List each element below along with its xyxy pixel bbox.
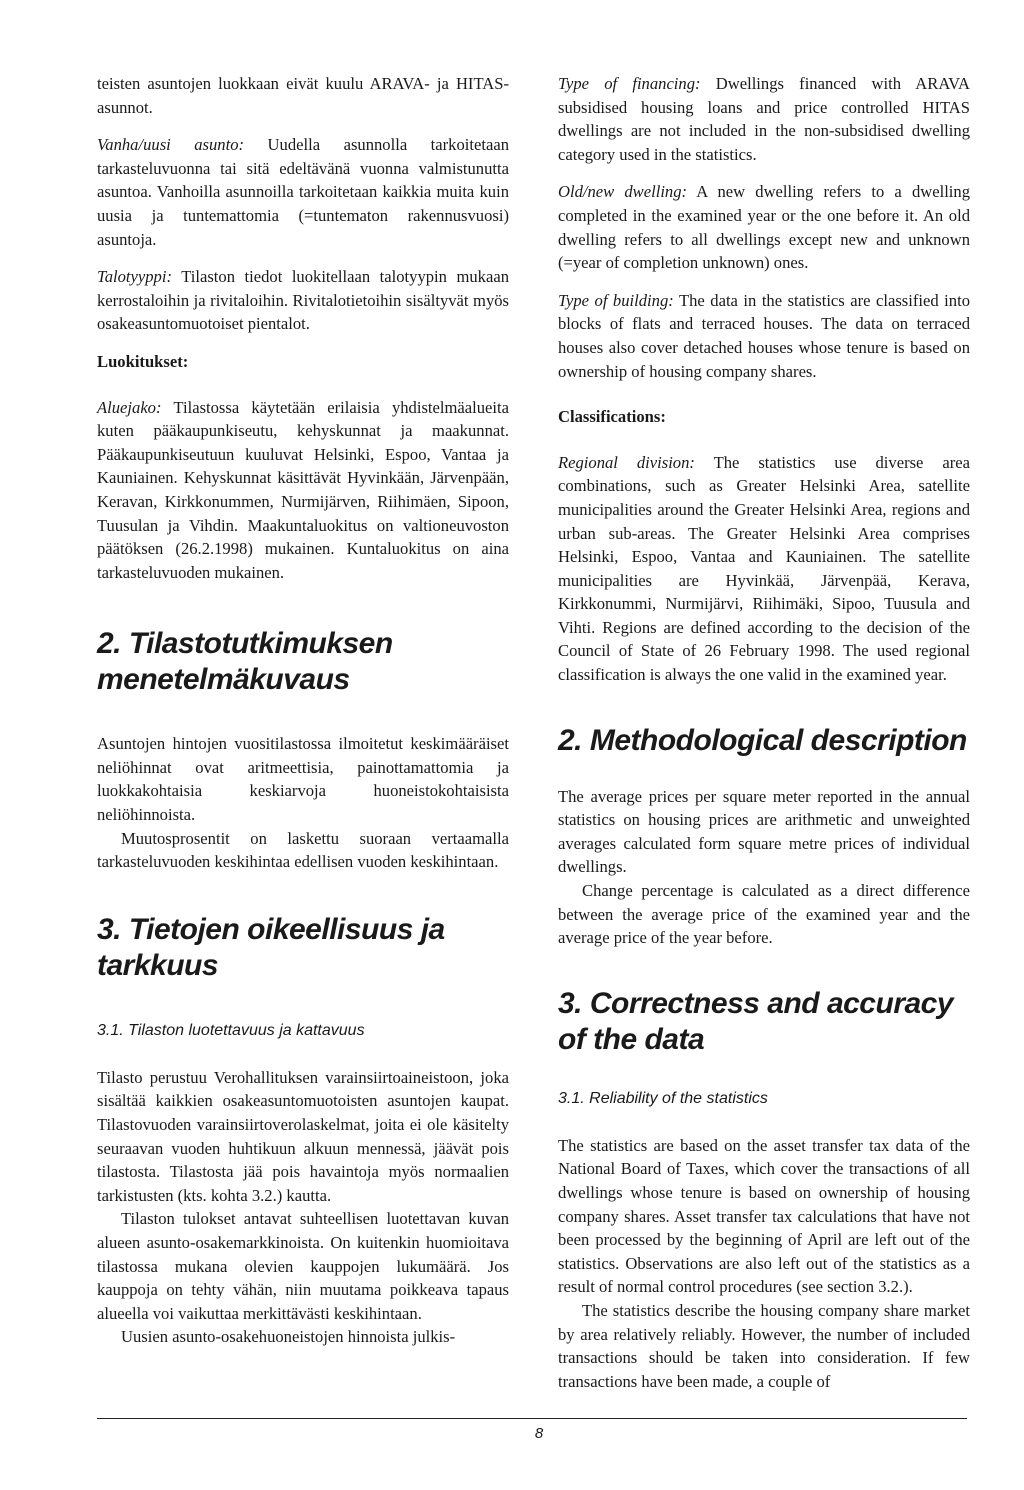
section-3-heading-fi: 3. Tietojen oikeellisuus ja tarkkuus (97, 912, 445, 982)
intro-paragraph: teisten asuntojen luokkaan eivät kuulu ARAVA- ja HITAS-asunnot. (97, 74, 509, 117)
financing-text: Dwellings financed with ARAVA subsidised housing loans and price controlled HITAS dwellings are not included in the non-subsidised dwelling category used in the statistics. (558, 74, 970, 164)
footer-rule (97, 1418, 967, 1419)
oldnew-text: A new dwelling refers to a dwelling completed in the examined year or the one before it. An old dwelling refers to all dwellings except new and unknown (=year of completion unknown) ones. (558, 182, 971, 273)
building-text: The data in the statistics are classified into blocks of flats and terraced houses. The data on terraced houses also cover detached houses whose tenure is based on ownership of housing company shares. (558, 290, 970, 381)
building-term: Type of building: (558, 290, 674, 310)
aluejako-text: Tilastossa käytetään erilaisia yhdistelmäalueita kuten pääkaupunkiseutu, kehyskunnat ja maakunnat. Pääkaupunkiseutuun kuuluvat Helsinki, Espoo, Vantaa ja Kauniainen. Kehyskunnat käsittävät Hyvinkään, Järvenpään, Keravan, Kirkkonummen, Nurmijärven, Riihimäen, Sipoon, Tuusulan ja Vihdin. Maakuntaluokitus on valtioneuvoston päätöksen (26.2.1998) mukainen. Kuntaluokitus on aina tarkasteluvuoden mukainen. (97, 397, 509, 582)
finnish-column (97, 72, 509, 1349)
oldnew-term: Old/new dwelling: (558, 182, 688, 202)
reliability-paragraph-2-en: The statistics describe the housing company share market by area relatively reliably. However, the number of included transactions should be taken into consideration. If few transactions have been made, a couple of (558, 1300, 970, 1391)
vanha-uusi-text: Uudella asunnolla tarkoitetaan tarkasteluvuonna tai sitä edeltävänä vuonna valmistunutta asuntoa. Vanhoilla asunnoilla tarkoitetaan kaikkia muita kuin uusia ja tuntemattomia (=tuntematon rakennusvuosi) asuntoja. (97, 135, 510, 249)
regional-text: The statistics use diverse area combinations, such as Greater Helsinki Area, satellite municipalities around the Greater Helsinki Area, regions and urban sub-areas. The Greater Helsinki Area comprises Helsinki, Espoo, Vantaa and Kauniainen. The satellite municipalities are Hyvinkää, Järvenpää, Kerava, Kirkkonummi, Nurmijärvi, Riihimäki, Sipoo, Tuusula and Vihti. Regions are defined according to the decision of the Council of State of 26 February 1998. The used regional classification is always the one valid in the examined year. (558, 452, 970, 685)
luokitukset-heading: Luokitukset: (97, 351, 189, 371)
financing-definition (558, 72, 970, 166)
aluejako-term: Aluejako: (97, 397, 162, 417)
reliability-paragraph-1-en: The statistics are based on the asset transfer tax data of the National Board of Taxes, which cover the transactions of all dwellings whose tenure is based on ownership of housing company shares. Asset transfer tax calculations that have not been processed by the beginning of April are left out of the statistics. Observations are also left out of the statistics as a result of normal control procedures (see section 3.2.). (558, 1135, 970, 1297)
regional-term: Regional division: (558, 452, 695, 472)
building-definition (558, 289, 970, 383)
vanha-uusi-term: Vanha/uusi asunto: (97, 135, 245, 155)
method-paragraph-2-fi: Muutosprosentit on laskettu suoraan vertaamalla tarkasteluvuoden keskihintaa edellisen vuoden keskihintaan. (97, 828, 509, 872)
regional-definition (558, 451, 970, 687)
english-column (558, 72, 970, 1393)
section-3-1-heading-en: 3.1. Reliability of the statistics (558, 1089, 768, 1107)
method-paragraph-2-en: Change percentage is calculated as a direct difference between the average price of the examined year and the average price of the year before. (558, 881, 970, 948)
section-2-heading-fi: 2. Tilastotutkimuksen menetelmäkuvaus (97, 627, 393, 697)
classifications-heading: Classifications: (558, 407, 666, 427)
section-2-heading-en: 2. Methodological description (558, 723, 967, 757)
talotyyppi-text: Tilaston tiedot luokitellaan talotyypin mukaan kerrostaloihin ja rivitaloihin. Rivitalotietoihin sisältyvät myös osakeasuntomuotoiset pientalot. (97, 267, 509, 334)
method-paragraph-1-fi: Asuntojen hintojen vuositilastossa ilmoitetut keskimääräiset neliöhinnat ovat aritmeettisia, painottamattomia ja luokkakohtaisia keskiarvoja huoneistokohtaisista neliöhinnoista. (97, 734, 509, 825)
section-3-1-heading-fi: 3.1. Tilaston luotettavuus ja kattavuus (97, 1021, 365, 1039)
reliability-paragraph-1-fi: Tilasto perustuu Verohallituksen varainsiirtoaineistoon, joka sisältää kaikkien osakeasuntomuotoisten asuntojen kaupat. Tilastovuoden varainsiirtoverolaskelmat, joita ei ole käsitelty seuraavan vuoden huhtikuun alkuun mennessä, jäävät pois tilastosta. Tilastosta jää pois havaintoja myös normaalien tarkistusten (kts. kohta 3.2.) kautta. (97, 1067, 509, 1205)
reliability-paragraph-2-fi: Tilaston tulokset antavat suhteellisen luotettavan kuvan alueen asunto-osakemarkkinoista. On kuitenkin huomioitava tilastossa mukana olevien kauppojen lukumäärä. Jos kauppoja on tehty vähän, niin muutama poikkeava tapaus alueella voi vaikuttaa merkittävästi keskihintaan. (97, 1209, 509, 1323)
oldnew-definition (558, 180, 970, 274)
vanha-uusi-definition (97, 133, 509, 251)
aluejako-definition (97, 396, 509, 585)
section-3-heading-en: 3. Correctness and accuracy of the data (558, 986, 954, 1056)
financing-term: Type of financing: (558, 74, 701, 93)
reliability-paragraph-3-fi: Uusien asunto-osakehuoneistojen hinnoista julkis- (121, 1327, 456, 1347)
method-paragraph-1-en: The average prices per square meter reported in the annual statistics on housing prices are arithmetic and unweighted averages calculated form square metre prices of individual dwellings. (558, 786, 970, 877)
page-number: 8 (534, 1425, 544, 1442)
talotyyppi-definition (97, 265, 509, 336)
talotyyppi-term: Talotyyppi: (97, 267, 172, 287)
